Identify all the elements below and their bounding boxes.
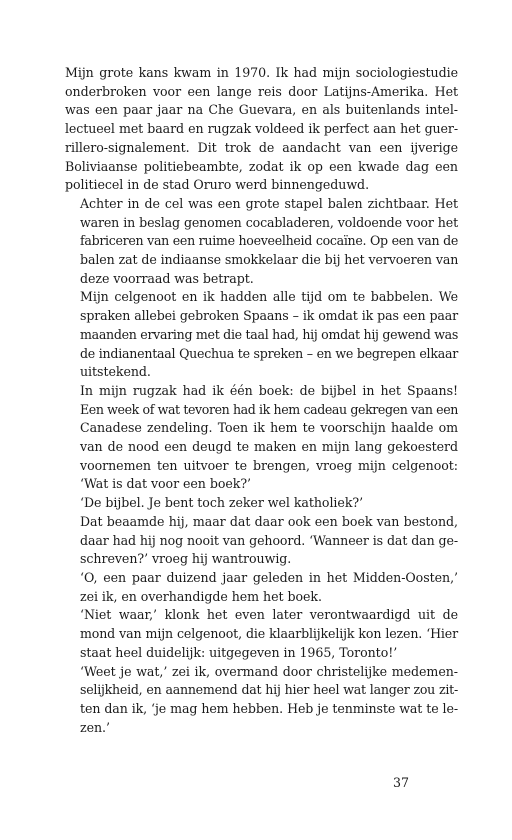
text-line: ‘De bijbel. Je bent toch zeker wel katholiek?’ — [80, 495, 364, 511]
text-line: de indianentaal Quechua te spreken – en we begrepen elkaar — [80, 345, 458, 361]
text-line: schreven?’ vroeg hij wantrouwig. — [80, 551, 292, 567]
text-line: balen zat de indiaanse smokkelaar die bij het vervoeren van — [80, 252, 459, 268]
text-line: daar had hij nog nooit van gehoord. ‘Wanneer is dat dan ge- — [80, 532, 458, 548]
text-line: rillero-signalement. Dit trok de aandacht van een ijverige — [65, 139, 458, 155]
text-line: Boliviaanse politiebeambte, zodat ik op een kwade dag een — [65, 158, 458, 174]
text-line: mond van mijn celgenoot, die klaarblijkelijk kon lezen. ‘Hier — [80, 626, 458, 642]
paragraph — [65, 569, 458, 606]
paragraph — [65, 288, 458, 382]
text-line: ten dan ik, ‘je mag hem hebben. Heb je tenminste wat te le- — [80, 700, 458, 716]
text-line: zen.’ — [80, 719, 110, 735]
text-line: politiecel in de stad Oruro werd binnengeduwd. — [65, 177, 370, 193]
text-line: Achter in de cel was een grote stapel balen zichtbaar. Het — [80, 195, 458, 211]
text-line: zei ik, en overhandigde hem het boek. — [80, 588, 322, 604]
body-text — [65, 64, 458, 737]
text-line: van de nood een deugd te maken en mijn lang gekoesterd — [80, 439, 458, 455]
paragraph — [65, 494, 458, 513]
text-line: ‘O, een paar duizend jaar geleden in het Midden-Oosten,’ — [80, 569, 458, 585]
paragraph — [65, 64, 458, 195]
text-line: selijkheid, en aannemend dat hij hier heel wat langer zou zit- — [80, 682, 458, 698]
paragraph — [65, 663, 458, 738]
text-line: Een week of wat tevoren had ik hem cadeau gekregen van een — [80, 401, 458, 417]
text-line: voornemen ten uitvoer te brengen, vroeg mijn celgenoot: — [80, 457, 458, 473]
text-line: deze voorraad was betrapt. — [80, 270, 254, 286]
page-number: 37 — [393, 775, 410, 790]
text-line: Mijn grote kans kwam in 1970. Ik had mijn sociologiestudie — [65, 65, 458, 80]
text-line: spraken allebei gebroken Spaans – ik omdat ik pas een paar — [80, 308, 458, 324]
text-line: ‘Niet waar,’ klonk het even later verontwaardigd uit de — [80, 607, 458, 623]
text-line: onderbroken voor een lange reis door Latijns-Amerika. Het — [65, 83, 458, 99]
paragraph — [65, 195, 458, 289]
text-line: ‘Wat is dat voor een boek?’ — [80, 476, 252, 492]
text-line: Canadese zendeling. Toen ik hem te voorschijn haalde om — [80, 420, 458, 436]
text-line: Dat beaamde hij, maar dat daar ook een boek van bestond, — [80, 513, 458, 529]
paragraph — [65, 606, 458, 662]
text-line: fabriceren van een ruime hoeveelheid cocaïne. Op een van de — [80, 233, 458, 249]
text-line: staat heel duidelijk: uitgegeven in 1965, Toronto!’ — [80, 644, 398, 660]
paragraph — [65, 513, 458, 569]
text-line: waren in beslag genomen cocabladeren, voldoende voor het — [80, 214, 458, 230]
text-line: maanden ervaring met die taal had, hij omdat hij gewend was — [80, 326, 459, 342]
text-line: was een paar jaar na Che Guevara, en als buitenlands intel- — [65, 102, 458, 118]
text-line: ‘Weet je wat,’ zei ik, overmand door christelijke medemen- — [80, 663, 458, 679]
text-line: uitstekend. — [80, 364, 151, 380]
text-line: lectueel met baard en rugzak voldeed ik perfect aan het guer- — [65, 121, 458, 137]
text-line: Mijn celgenoot en ik hadden alle tijd om te babbelen. We — [80, 289, 458, 305]
paragraph — [65, 382, 458, 494]
text-line: In mijn rugzak had ik één boek: de bijbel in het Spaans! — [80, 382, 458, 398]
